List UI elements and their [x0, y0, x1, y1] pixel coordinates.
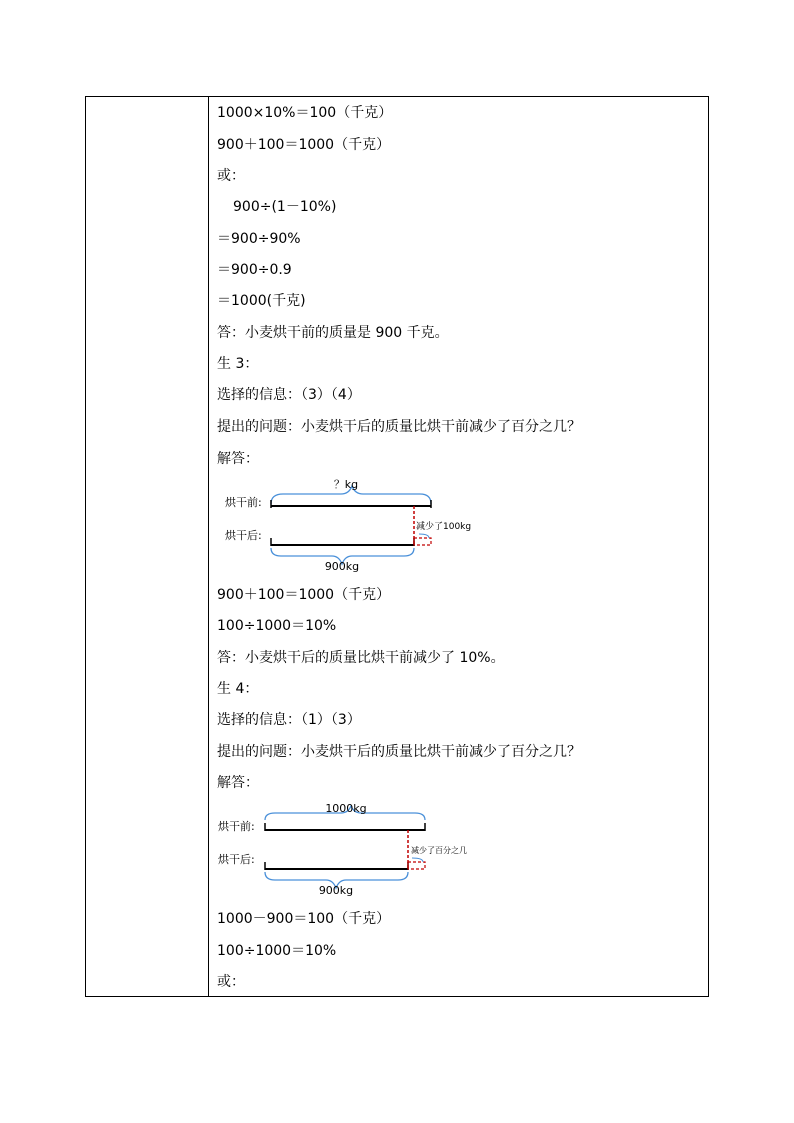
student-3-label: 生 3： — [217, 356, 259, 372]
answer-line-1: 答：小麦烘干前的质量是 900 千克。 — [217, 325, 449, 341]
reduction-label: 减少了百分之几 — [411, 846, 467, 855]
question-3: 提出的问题：小麦烘干后的质量比烘干前减少了百分之几？ — [217, 419, 581, 435]
selected-info-3: 选择的信息：（3）（4） — [217, 387, 361, 403]
calc-line-2: 900＋100＝1000（千克） — [217, 137, 391, 153]
calc-line-7: 900＋100＝1000（千克） — [217, 587, 391, 603]
line-segment-diagram-2 — [215, 798, 485, 900]
answer-line-2: 答：小麦烘干后的质量比烘干前减少了 10%。 — [217, 650, 505, 666]
calc-line-1: 1000×10%＝100（千克） — [217, 105, 393, 121]
reduction-dashed-box — [408, 862, 425, 869]
top-brace-label: ？kg — [333, 478, 359, 491]
calc-line-4: ＝900÷90% — [217, 231, 301, 247]
calc-line-8: 100÷1000＝10% — [217, 618, 337, 634]
bottom-brace-label: 900kg — [324, 560, 360, 573]
question-4: 提出的问题：小麦烘干后的质量比烘干前减少了百分之几？ — [217, 744, 581, 760]
reduction-label: 减少了100kg — [416, 522, 472, 532]
or-label-2: 或： — [217, 974, 245, 990]
before-label: 烘干前: — [225, 496, 262, 509]
or-label-1: 或： — [217, 168, 245, 184]
calc-line-10: 100÷1000＝10% — [217, 943, 337, 959]
calc-line-9: 1000－900＝100（千克） — [217, 911, 391, 927]
selected-info-4: 选择的信息：（1）（3） — [217, 712, 361, 728]
calc-line-3: 900÷(1－10%) — [233, 199, 337, 215]
student-4-label: 生 4： — [217, 681, 259, 697]
bottom-brace-label: 900kg — [318, 884, 354, 897]
before-label: 烘干前: — [218, 820, 255, 833]
after-label: 烘干后: — [225, 529, 262, 542]
calc-line-5: ＝900÷0.9 — [217, 262, 292, 278]
calc-line-6: ＝1000(千克) — [217, 293, 306, 309]
column-divider — [208, 96, 209, 997]
solution-label-4: 解答： — [217, 775, 259, 791]
solution-label-3: 解答： — [217, 451, 259, 467]
top-brace-label: 1000kg — [325, 802, 367, 815]
after-label: 烘干后: — [218, 853, 255, 866]
line-segment-diagram-1 — [215, 474, 485, 576]
reduction-dashed-box — [414, 538, 431, 545]
